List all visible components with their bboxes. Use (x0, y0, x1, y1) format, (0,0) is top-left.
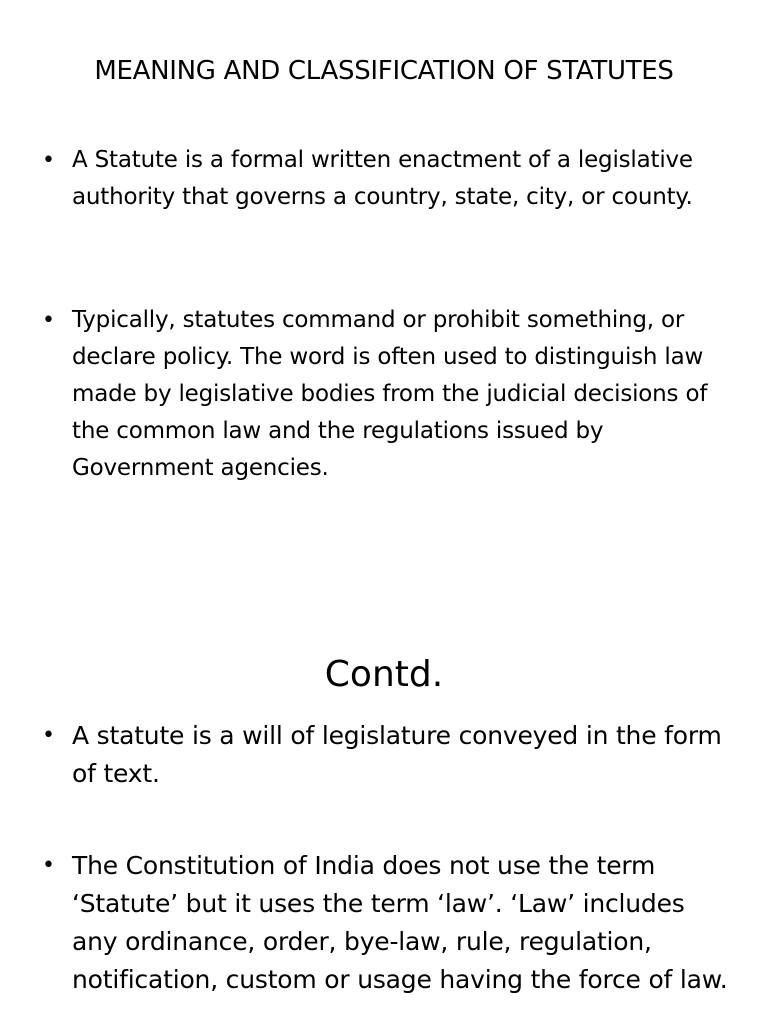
slide-2-title: Contd. (324, 654, 444, 695)
bullet-text: The Constitution of India does not use the term ‘Statute’ but it uses the term ‘law’. ‘Law’ includes any ordinance, order, bye-law, rule, regulation, notification, custom or usage having the force of law. (72, 851, 728, 994)
slide-2 (0, 576, 768, 1024)
bullet-text: Typically, statutes command or prohibit something, or declare policy. The word is often used to distinguish law made by legislative bodies from the judicial decisions of the common law and the regulations issued by Government agencies. (72, 307, 708, 481)
slide-1-bullet-2 (42, 302, 732, 487)
slide-1-bullet-1 (42, 142, 732, 216)
bullet-text: A statute is a will of legislature conveyed in the form of text. (72, 721, 722, 788)
bullet-text: A Statute is a formal written enactment of a legislative authority that governs a country, state, city, or county. (72, 147, 693, 210)
bullet-dot: • (42, 148, 55, 173)
bullet-dot: • (42, 853, 55, 878)
slide-2-bullet-1 (42, 717, 732, 793)
bullet-dot: • (42, 308, 55, 333)
slide-2-bullet-2 (42, 847, 732, 999)
bullet-dot: • (42, 723, 55, 748)
slide-1-title: MEANING AND CLASSIFICATION OF STATUTES (94, 56, 674, 86)
